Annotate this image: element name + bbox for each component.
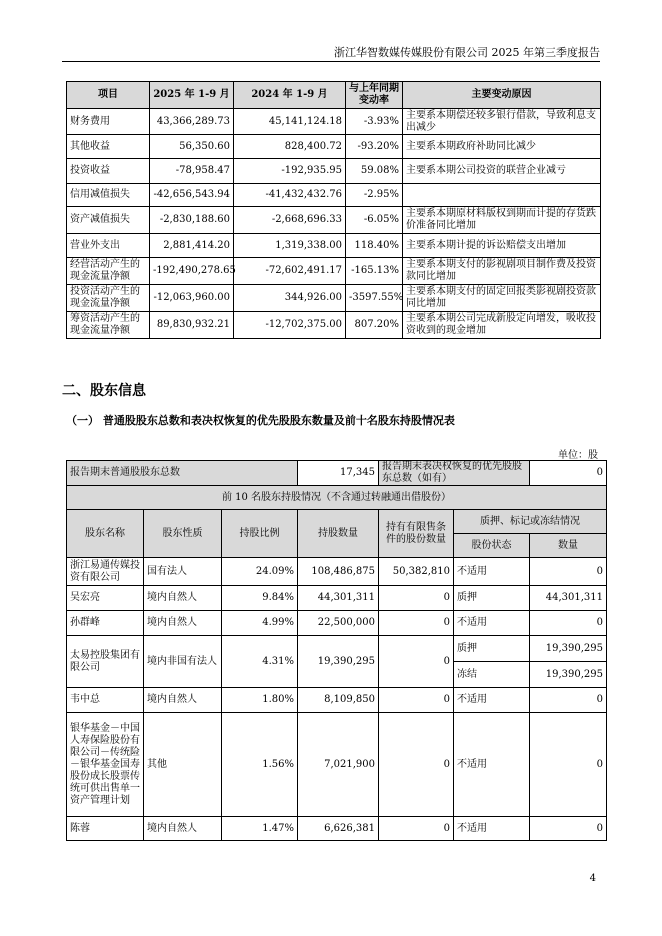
- cell-item: 经营活动产生的现金流量净额: [67, 258, 150, 285]
- holder-amount: 0: [530, 611, 607, 636]
- holder-ratio: 1.80%: [222, 688, 298, 713]
- holder-amount: 19,390,295: [530, 636, 607, 662]
- cell-2025: 43,366,289.73: [150, 109, 234, 135]
- cell-reason: [403, 184, 601, 207]
- total-holders-value: 17,345: [298, 461, 379, 486]
- page-number: 4: [589, 873, 596, 884]
- col-header-name: 股东名称: [67, 510, 144, 558]
- cell-2024: 45,141,124.18: [234, 109, 346, 135]
- pref-holders-label: 报告期末表决权恢复的优先股股东总数（如有）: [379, 461, 530, 486]
- holder-restricted: 0: [379, 688, 454, 713]
- report-header-title: 浙江华智数媒传媒股份有限公司 2025 年第三季度报告: [334, 46, 600, 59]
- holder-qty: 8,109,850: [298, 688, 379, 713]
- holder-ratio: 4.99%: [222, 611, 298, 636]
- holder-status-2: 冻结: [454, 662, 530, 688]
- cell-item: 筹资活动产生的现金流量净额: [67, 312, 150, 339]
- holder-ratio: 24.09%: [222, 558, 298, 586]
- holder-nature: 境内自然人: [144, 586, 222, 611]
- holder-name: 浙江易通传媒投资有限公司: [67, 558, 144, 586]
- cell-2024: -41,432,432.76: [234, 184, 346, 207]
- pref-holders-value: 0: [530, 461, 607, 486]
- table-row: [67, 713, 607, 817]
- cell-rate: -3.93%: [346, 109, 403, 135]
- table-row: [67, 285, 601, 312]
- cell-2024: -12,702,375.00: [234, 312, 346, 339]
- header-rule: [62, 61, 600, 62]
- cell-2024: -192,935.95: [234, 159, 346, 184]
- unit-label: 单位：股: [558, 450, 598, 461]
- cell-2025: -42,656,543.94: [150, 184, 234, 207]
- holder-nature: 其他: [144, 713, 222, 817]
- cell-2024: 828,400.72: [234, 135, 346, 159]
- holder-ratio: 1.56%: [222, 713, 298, 817]
- cell-item: 信用减值损失: [67, 184, 150, 207]
- holder-qty: 44,301,311: [298, 586, 379, 611]
- cell-reason: 主要系本期支付的固定回报类影视剧投资款同比增加: [403, 285, 601, 312]
- holder-name: 韦中总: [67, 688, 144, 713]
- holder-amount: 0: [530, 558, 607, 586]
- subsection-title: （一） 普通股股东总数和表决权恢复的优先股股东数量及前十名股东持股情况表: [66, 414, 455, 427]
- holder-status: 质押: [454, 636, 530, 662]
- cell-rate: 118.40%: [346, 234, 403, 258]
- holder-restricted: 0: [379, 636, 454, 688]
- table-row: [67, 817, 607, 841]
- cell-2024: 344,926.00: [234, 285, 346, 312]
- cell-2024: -2,668,696.33: [234, 207, 346, 234]
- holder-nature: 境内自然人: [144, 611, 222, 636]
- col-header-ratio: 持股比例: [222, 510, 298, 558]
- cell-item: 资产减值损失: [67, 207, 150, 234]
- holder-restricted: 0: [379, 817, 454, 841]
- holder-nature: 境内自然人: [144, 688, 222, 713]
- holder-amount: 44,301,311: [530, 586, 607, 611]
- holder-name: 银华基金－中国人寿保险股份有限公司－传统险－银华基金国寿股份成长股票传统可供出售单一资产管理计划: [67, 713, 144, 817]
- col-header-rate: 与上年同期变动率: [346, 82, 403, 109]
- col-header-nature: 股东性质: [144, 510, 222, 558]
- cell-reason: 主要系本期原材料版权到期而计提的存货跌价准备同比增加: [403, 207, 601, 234]
- cell-2024: 1,319,338.00: [234, 234, 346, 258]
- holder-name: 陈蓉: [67, 817, 144, 841]
- col-header-restricted: 持有有限售条件的股份数量: [379, 510, 454, 558]
- holder-qty: 22,500,000: [298, 611, 379, 636]
- top10-title-row: [67, 486, 607, 510]
- holder-qty: 19,390,295: [298, 636, 379, 688]
- header-row: [67, 510, 607, 534]
- cell-2024: -72,602,491.17: [234, 258, 346, 285]
- holder-status: 不适用: [454, 817, 530, 841]
- cell-rate: 807.20%: [346, 312, 403, 339]
- cell-2025: -2,830,188.60: [150, 207, 234, 234]
- holder-amount: 0: [530, 713, 607, 817]
- table-row: [67, 611, 607, 636]
- table-row: [67, 312, 601, 339]
- holder-restricted: 0: [379, 713, 454, 817]
- holder-ratio: 1.47%: [222, 817, 298, 841]
- shareholders-table: [66, 460, 607, 841]
- cell-2025: -78,958.47: [150, 159, 234, 184]
- holder-restricted: 50,382,810: [379, 558, 454, 586]
- holder-name: 孙群峰: [67, 611, 144, 636]
- cell-rate: 59.08%: [346, 159, 403, 184]
- cell-2025: -12,063,960.00: [150, 285, 234, 312]
- holder-status: 不适用: [454, 688, 530, 713]
- table-row: [67, 109, 601, 135]
- table-row: [67, 135, 601, 159]
- table-row: [67, 258, 601, 285]
- cell-item: 投资收益: [67, 159, 150, 184]
- cell-reason: 主要系本期计提的诉讼赔偿支出增加: [403, 234, 601, 258]
- cell-reason: 主要系本期支付的影视剧项目制作费及投资款同比增加: [403, 258, 601, 285]
- cell-rate: -2.95%: [346, 184, 403, 207]
- holder-status: 质押: [454, 586, 530, 611]
- holder-status: 不适用: [454, 713, 530, 817]
- col-header-2025: 2025 年 1-9 月: [150, 82, 234, 109]
- total-holders-label: 报告期末普通股股东总数: [67, 461, 298, 486]
- holder-restricted: 0: [379, 611, 454, 636]
- cell-2025: 2,881,414.20: [150, 234, 234, 258]
- table-row: [67, 558, 607, 586]
- holder-ratio: 9.84%: [222, 586, 298, 611]
- cell-2025: 56,350.60: [150, 135, 234, 159]
- cell-rate: -165.13%: [346, 258, 403, 285]
- total-holders-row: [67, 461, 607, 486]
- cell-rate: -3597.55%: [346, 285, 403, 312]
- holder-nature: 国有法人: [144, 558, 222, 586]
- col-header-status: 股份状态: [454, 534, 530, 558]
- holder-name: 太易控股集团有限公司: [67, 636, 144, 688]
- table-row: [67, 586, 607, 611]
- col-header-item: 项目: [67, 82, 150, 109]
- table-row: [67, 688, 607, 713]
- section-title: 二、股东信息: [62, 383, 146, 399]
- top10-title: 前 10 名股东持股情况（不含通过转融通出借股份）: [67, 486, 607, 510]
- cell-reason: 主要系本期公司投资的联营企业减亏: [403, 159, 601, 184]
- holder-name: 吴宏亮: [67, 586, 144, 611]
- holder-nature: 境内非国有法人: [144, 636, 222, 688]
- holder-status: 不适用: [454, 558, 530, 586]
- holder-status: 不适用: [454, 611, 530, 636]
- holder-amount-2: 19,390,295: [530, 662, 607, 688]
- holder-amount: 0: [530, 688, 607, 713]
- holder-qty: 7,021,900: [298, 713, 379, 817]
- table-row: [67, 184, 601, 207]
- cell-item: 其他收益: [67, 135, 150, 159]
- cell-reason: 主要系本期政府补助同比减少: [403, 135, 601, 159]
- holder-amount: 0: [530, 817, 607, 841]
- holder-nature: 境内自然人: [144, 817, 222, 841]
- holder-qty: 6,626,381: [298, 817, 379, 841]
- cell-reason: 主要系本期偿还较多银行借款，导致利息支出减少: [403, 109, 601, 135]
- cell-item: 投资活动产生的现金流量净额: [67, 285, 150, 312]
- table-row: [67, 207, 601, 234]
- holder-ratio: 4.31%: [222, 636, 298, 688]
- cell-reason: 主要系本期公司完成新股定向增发，吸收投资收到的现金增加: [403, 312, 601, 339]
- col-header-amount: 数量: [530, 534, 607, 558]
- cell-item: 营业外支出: [67, 234, 150, 258]
- cell-2025: -192,490,278.65: [150, 258, 234, 285]
- table-row: [67, 234, 601, 258]
- holder-restricted: 0: [379, 586, 454, 611]
- col-header-2024: 2024 年 1-9 月: [234, 82, 346, 109]
- changes-table: [66, 81, 601, 339]
- cell-item: 财务费用: [67, 109, 150, 135]
- table-row: [67, 636, 607, 662]
- holder-qty: 108,486,875: [298, 558, 379, 586]
- cell-2025: 89,830,932.21: [150, 312, 234, 339]
- col-header-pledge: 质押、标记或冻结情况: [454, 510, 607, 534]
- cell-rate: -6.05%: [346, 207, 403, 234]
- col-header-reason: 主要变动原因: [403, 82, 601, 109]
- col-header-qty: 持股数量: [298, 510, 379, 558]
- cell-rate: -93.20%: [346, 135, 403, 159]
- table-row: [67, 159, 601, 184]
